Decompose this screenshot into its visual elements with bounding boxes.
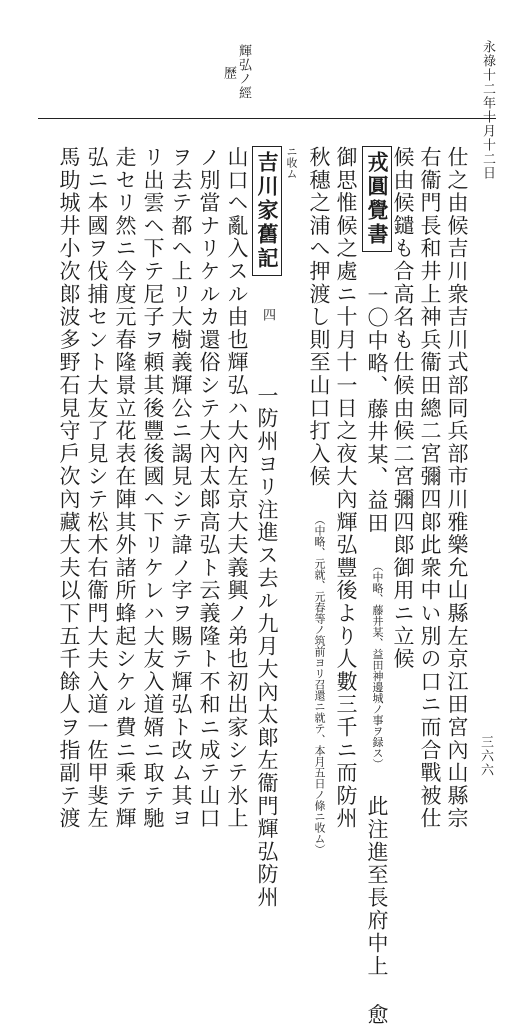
text-column-11: ヲ去テ都ヘ上リ大樹義輝公ニ謁見シテ諱ノ字ヲ賜テ輝弘ト改ム其ヨ (169, 146, 193, 830)
running-title-sub: 歷 (221, 66, 236, 80)
text-column-12: リ出雲ヘ下テ尼子ヲ頼其後豐後國ヘ下リケレハ大友入道婿ニ取テ馳 (141, 146, 165, 830)
text-column-4 (362, 146, 392, 1026)
text-column-1: 仕之由候吉川衆吉川式部同兵部市川雅樂允山縣左京江田宮內山縣宗 (445, 146, 469, 830)
column-4-text: 一〇中略、藤井某、益田 (365, 283, 389, 535)
text-column-13: 走セリ然ニ今度元春隆景立花表在陣其外諸所蜂起シケル費ニ乘テ輝 (113, 146, 137, 830)
book-title-box-1: 戎圓覺書 (362, 146, 392, 252)
column-4-tail: 愈 (365, 1003, 389, 1026)
text-column-14: 弘ニ本國ヲ伐捕セント大友了見シテ松木右衞門大夫入道一佐甲斐左 (85, 146, 109, 830)
text-column-8 (252, 146, 282, 909)
column-7-kana: ニ收ム (285, 146, 298, 179)
book-title-box-2: 吉川家舊記 (252, 146, 282, 276)
column-6-note: （中略、元就、元春等ノ筑前ヨリ召還ニ就テ、本月五日ノ條ニ收ム） (313, 513, 326, 855)
page-number: 三六六 (478, 735, 493, 777)
column-4-inline: 此注進至長府中上 (365, 795, 389, 978)
header-date: 永祿十二年十月十二日 (480, 40, 495, 180)
text-column-5: 御思惟候之處ニ十月十一日之夜大內輝弘豐後より人數三千ニ而防州 (334, 146, 358, 830)
text-column-15: 馬助城井小次郞波多野石見守戶次內藏大夫以下五千餘人ヲ指副テ渡 (57, 146, 81, 830)
text-column-6 (306, 146, 332, 855)
column-6-text: 秋穗之浦へ押渡し則至山口打入候 (307, 146, 331, 488)
text-column-2: 右衞門長和井上神兵衞田總二宮彌四郞此衆中い別の口ニ而合戰被仕 (418, 146, 442, 830)
text-column-3 (390, 146, 416, 670)
text-column-9: 山口ヘ亂入スル由也輝弘ハ大內左京大夫義興ノ弟也初出家シテ氷上 (225, 146, 249, 830)
book-title-volume: 四 (260, 307, 275, 321)
running-title-main: 輝弘ノ經 (236, 44, 251, 100)
column-4-note: （中略、藤井某、益田神邊城ノ事ヲ録ス） (371, 560, 384, 770)
column-8-text: 一防州ヨリ注進ス去ル九月大內太郞左衞門輝弘防州 (255, 384, 279, 909)
header-rule (38, 118, 496, 119)
text-column-10: ノ別當ナリケルカ還俗シテ大內太郞高弘ト云義隆ト不和ニ成テ山口 (197, 146, 221, 830)
column-3-text: 候由候鑓も合高名も仕候由候二宮彌四郞御用ニ立候 (391, 146, 415, 671)
